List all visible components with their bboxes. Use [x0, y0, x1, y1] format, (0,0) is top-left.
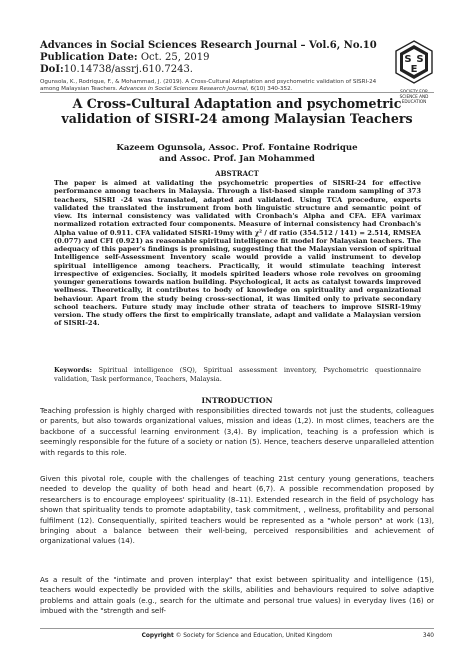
- paper-title: A Cross-Cultural Adaptation and psychometric validation of SISRI-24 among Malaysian Teachers: [61, 96, 413, 126]
- citation-text: Ogunsola, K., Rodrique, F., & Mohammad, J. (2019). A Cross-Cultural Adaptation and psychometric validation of SISRI-24 among Malaysian Teachers.: [40, 79, 377, 92]
- authors: [40, 143, 434, 165]
- footer-divider: [40, 628, 434, 629]
- introduction-paragraph-2: Given this pivotal role, couple with the challenges of teaching 21st century young generations, teachers needed to develop the quality of both head and heart (6,7). A possible recommendation proposed by researchers is to encourage employees' spirituality (8–11). Extended research in the field of psychology has shown that spirituality tends to promote adaptability, task commitment, , wellness, profitability and personal fulfilment (12). Consequentially, spirited teachers would be represented as a "whole person" at work (13), bringing about a balance between their well-being, perceived responsibilities and achievement of organizational values (14).: [40, 474, 434, 546]
- doi-value[interactable]: 10.14738/assrj.610.7243.: [63, 64, 193, 75]
- introduction-heading: INTRODUCTION: [201, 396, 273, 405]
- introduction-paragraph-3: As a result of the "intimate and proven interplay" that exist between spirituality and intelligence (15), teachers would expectedly be provided with the skills, abilities and behaviours required to solve adaptive problems and attain goals (e.g., search for the ultimate and personal true values) in everyday lives (16) or imbued with the "strength and self-: [40, 575, 434, 616]
- copyright-label: Copyright: [141, 633, 174, 639]
- citation-journal: Advances in Social Sciences Research Journal,: [119, 86, 249, 92]
- abstract-heading: ABSTRACT: [215, 169, 259, 178]
- society-for-science-and-education-logo-icon: [392, 40, 436, 84]
- keywords-label: Keywords:: [54, 366, 92, 374]
- society-logo: [392, 40, 436, 104]
- svg-text:E: E: [410, 64, 418, 75]
- journal-name: Advances in Social Sciences Research Journal – Vol.6, No.10: [40, 40, 377, 51]
- abstract-text: The paper is aimed at validating the psychometric properties of SISRI-24 for effective performance among teachers in Malaysia. Through a list-based simple random sampling of 373 teachers, SISRI -24 was translated, adapted and validated. Using TCA procedure, experts validated the translated the instrument from both linguistic structure and semantic point of view. Its internal consistency was validated with Cronbach's Alpha and CFA. EFA varimax normalized rotation extracted four components. Measure of internal consistency had Cronbach's Alpha value of 0.911. CFA validated SISRI-19my with χ² / df ratio (354.512 / 141) = 2.514, RMSEA (0.077) and CFI (0.921) as reasonable spiritual intelligence fit model for Malaysian teachers. The adequacy of this paper's findings is promising, suggesting that the Malaysian version of spiritual Intelligence self-Assessment Inventory scale would provide a valid instrument to develop spiritual intelligence among teachers. Practically, it would stimulate teaching interest irrespective of exigencies. Socially, it models spirited leaders whose role revolves on grooming younger generations towards nation building. Psychological, it acts as catalyst towards improved wellness. Theoretically, it contributes to body of knowledge on spirituality and organizational behaviour. Apart from the study being cross-sectional, it was limited only to private secondary school teachers. Future study may include other strata of teachers to improve SISRI-19my version. The study offers the first to empirically translate, adapt and validate a Malaysian version of SISRI-24.: [54, 179, 421, 328]
- svg-text:S: S: [416, 54, 424, 65]
- keywords-text: Spiritual intelligence (SQ), Spiritual assessment inventory, Psychometric questionnaire validation, Task performance, Teachers, Malaysia.: [54, 366, 421, 383]
- authors-line-2: and Assoc. Prof. Jan Mohammed: [159, 154, 315, 164]
- doi-label: DoI:: [40, 64, 64, 75]
- introduction-paragraph-1: Teaching profession is highly charged with responsibilities directed towards not just the students, colleagues or parents, but also towards organizational values, mission and ideas (1,2). In most climes, teachers are the backbone of a successful learning environment (3,4). By implication, teaching is a profession which is seemingly responsible for the future of a society or nation (5). Hence, teachers deserve unparalleled attention with regards to this role.: [40, 406, 434, 457]
- header-divider: [40, 92, 434, 93]
- doi-line: [40, 64, 385, 76]
- society-logo-caption: SOCIETY FOR SCIENCE AND EDUCATION: [399, 89, 429, 104]
- journal-header: [40, 40, 385, 93]
- footer-copyright: [40, 632, 434, 640]
- keywords: [54, 366, 421, 383]
- citation-volume: 6(10) 340-352.: [250, 86, 293, 92]
- copyright-text: © Society for Science and Education, United Kingdom: [175, 633, 333, 639]
- authors-line-1: Kazeem Ogunsola, Assoc. Prof. Fontaine Rodrique: [116, 143, 358, 153]
- page-number: 340: [422, 633, 434, 639]
- svg-text:S: S: [404, 54, 412, 65]
- citation: [40, 79, 385, 93]
- publication-date-line: [40, 52, 385, 64]
- publication-date-label: Publication Date:: [40, 52, 138, 63]
- publication-date: Oct. 25, 2019: [140, 52, 210, 63]
